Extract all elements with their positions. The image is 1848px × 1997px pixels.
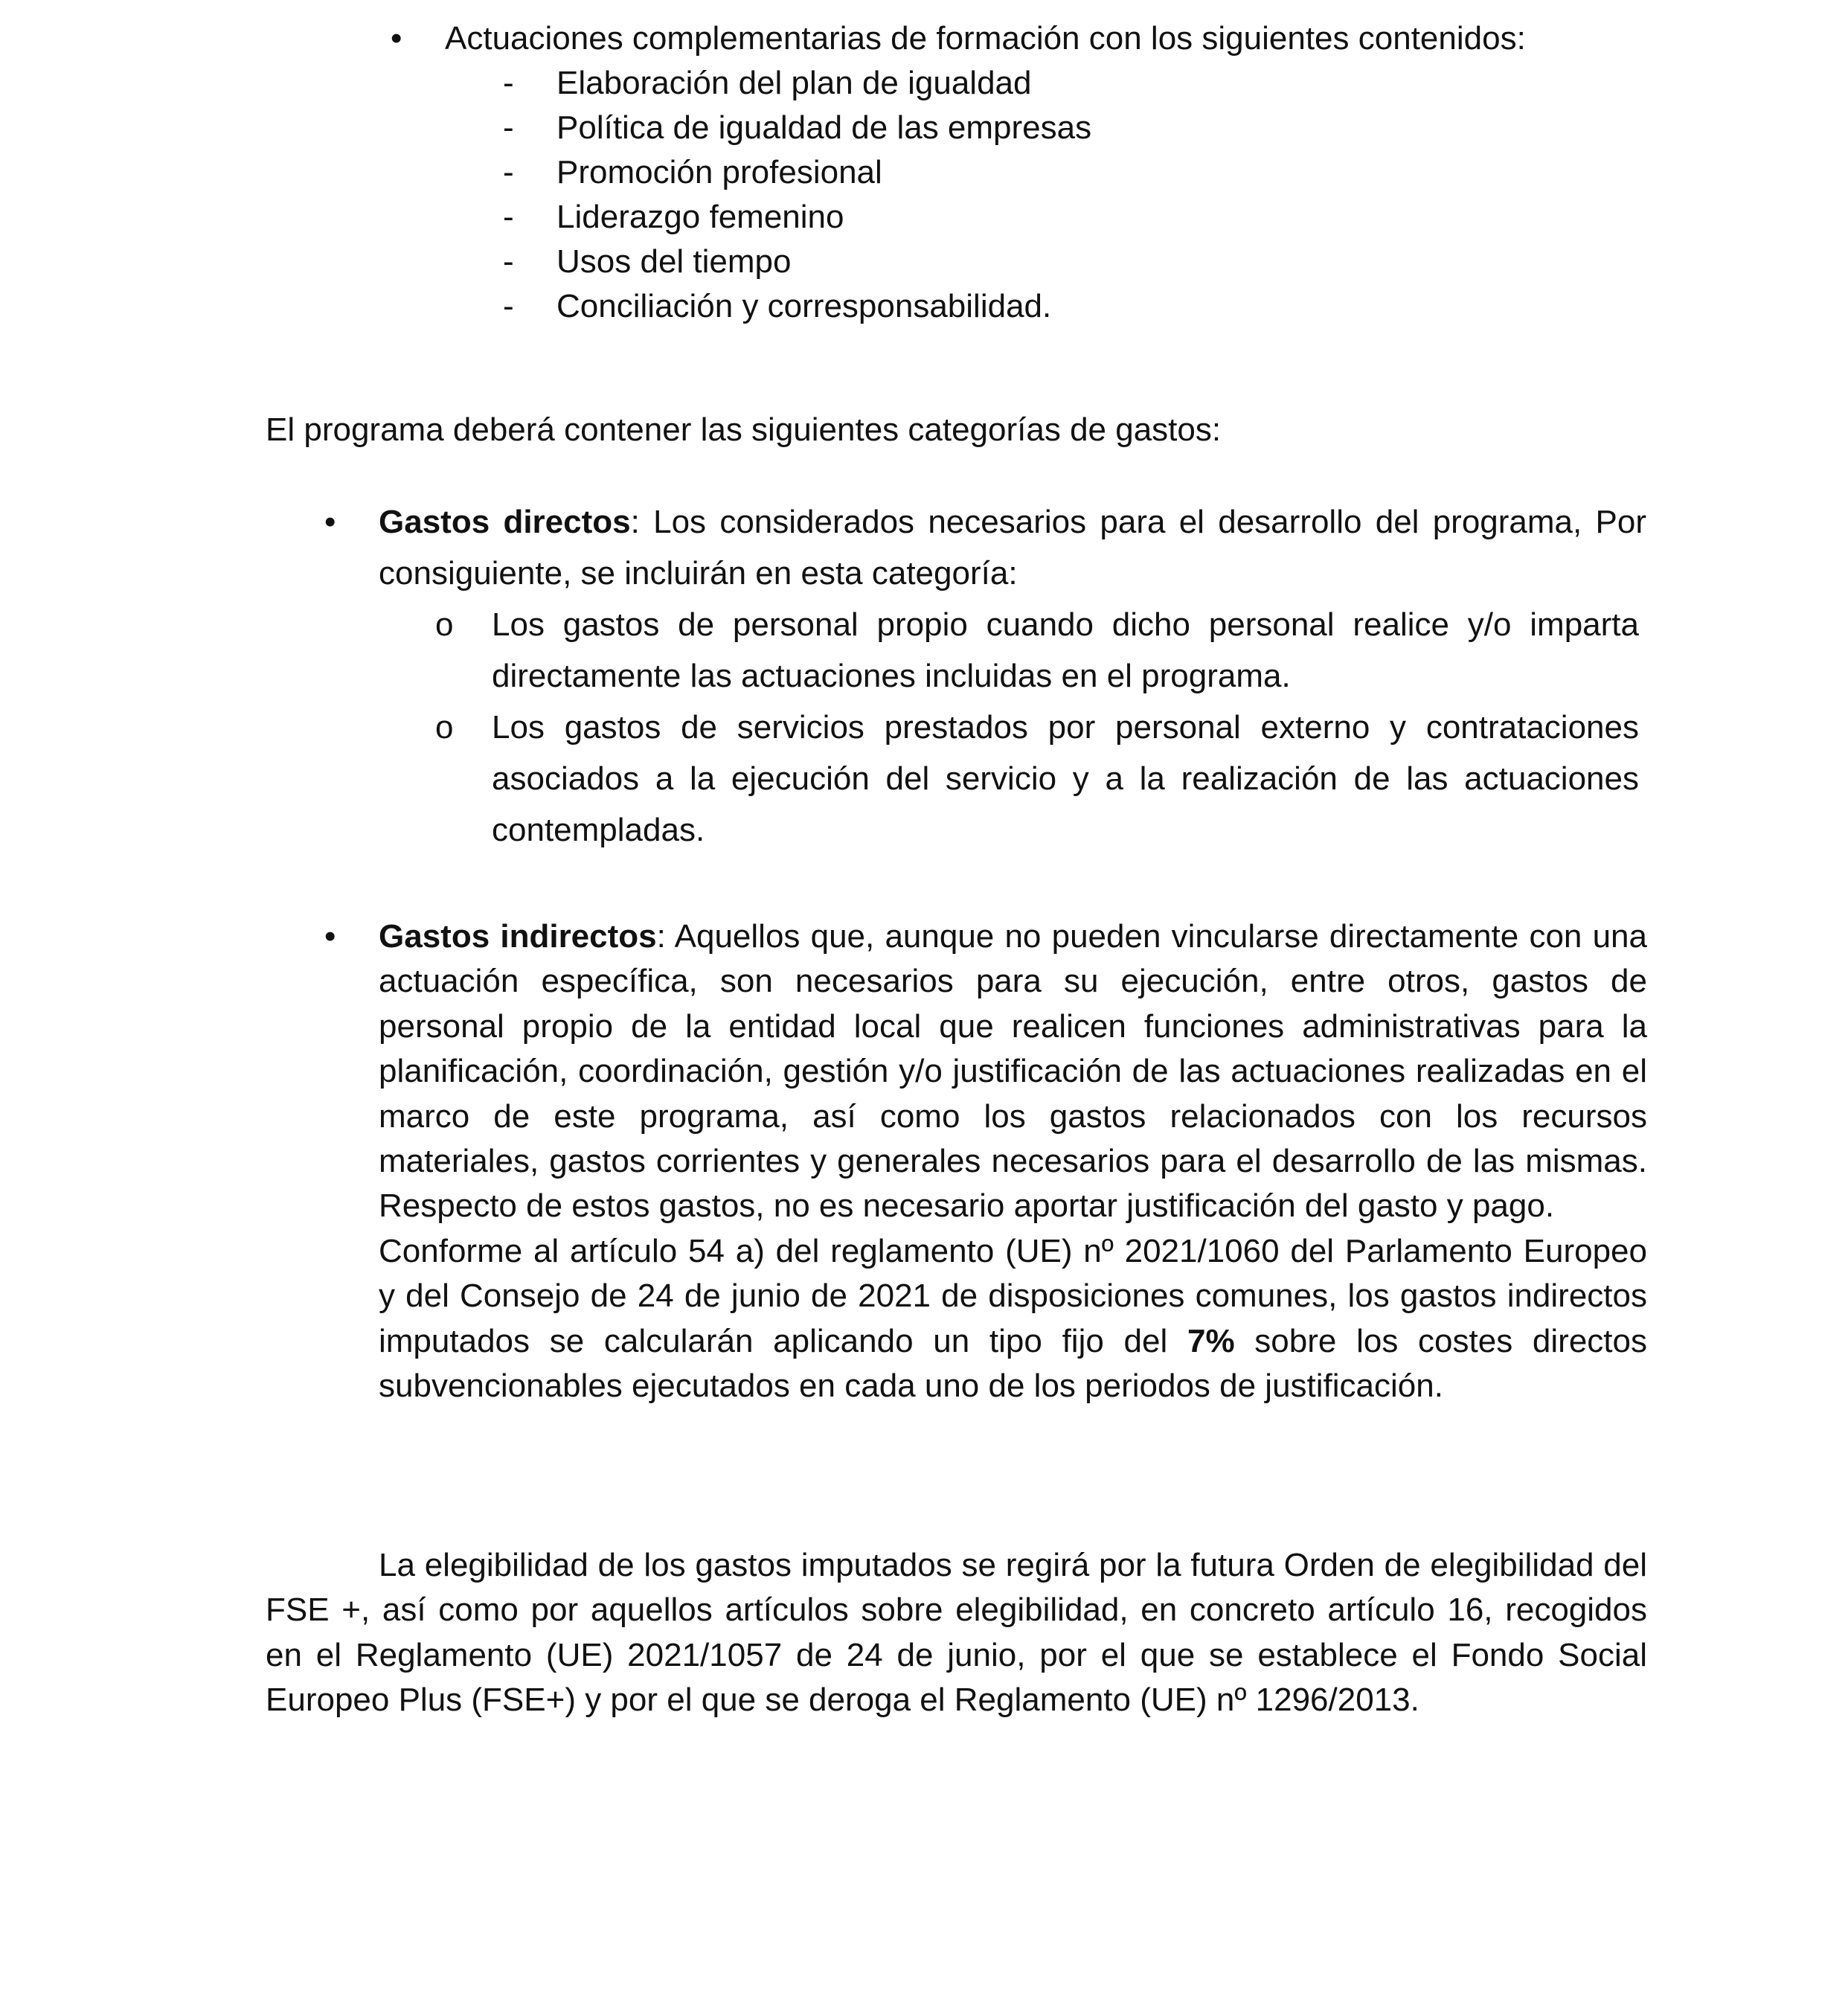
sub-item: Los gastos de personal propio cuando dicho personal realice y/o imparta directamente las actuaciones incluidas en el programa. [492,606,1639,694]
elegibilidad-paragraph: La elegibilidad de los gastos imputados se regirá por la futura Orden de elegibilidad del FSE +, así como por aquellos artículos sobre elegibilidad, en concreto artículo 16, recogidos en el Reglamento (UE) 2021/1057 de 24 de junio, por el que se establece el Fondo Social Europeo Plus (FSE+) y por el que se deroga el Reglamento (UE) nº 1296/2013. [266,1547,1647,1719]
sub-item: Los gastos de servicios prestados por personal externo y contrataciones asociados a la ejecución del servicio y a la realización de las actuaciones contempladas. [492,709,1639,848]
dash-icon: - [503,109,514,146]
dash-icon: - [503,154,514,190]
circle-bullet-icon: o [435,606,454,643]
list-item: Usos del tiempo [556,243,792,280]
list-item: Conciliación y corresponsabilidad. [556,288,1052,324]
formacion-list [0,16,1848,329]
list-item: Promoción profesional [556,154,882,190]
indirectos-text: : Aquellos que, aunque no pueden vincularse directamente con una actuación específica, son necesarios para su ejecución, entre otros, gastos de personal propio de la entidad local que realicen funciones administrativas para la planificación, coordinación, gestión y/o justificación de las actuaciones realizadas en el marco de este programa, así como los gastos relacionados con los recursos materiales, gastos corrientes y generales necesarios para el desarrollo de las mismas. Respecto de estos gastos, no es necesario aportar justificación del gasto y pago. [379,918,1647,1225]
list-item: Política de igualdad de las empresas [556,109,1092,146]
directos-text: : Los considerados necesarios para el desarrollo del programa, Por consiguiente, se incluirán en esta categoría: [379,504,1646,592]
list-item: Elaboración del plan de igualdad [556,65,1032,101]
dash-icon: - [503,65,514,101]
dash-icon: - [503,288,514,324]
term-directos: Gastos directos [379,504,631,540]
list-item: Liderazgo femenino [556,199,844,235]
bullet-icon: • [391,20,402,57]
bullet-icon: • [324,918,336,955]
list-intro: Actuaciones complementarias de formación con los siguientes contenidos: [445,20,1526,57]
bullet-icon: • [324,504,336,540]
categorias-intro: El programa deberá contener las siguientes categorías de gastos: [266,411,1222,448]
dash-icon: - [503,243,514,280]
gastos-indirectos [0,914,1848,1408]
rate-7: 7% [1187,1322,1235,1359]
indirectos-p2: Conforme al artículo 54 a) del reglamento (UE) nº 2021/1060 del Parlamento Europeo y del Consejo de 24 de junio de 2021 de disposiciones comunes, los gastos indirectos imputados se calcularán aplicando un tipo fijo del 7% sobre los costes directos subvencionables ejecutados en cada uno de los periodos de justificación. [379,1232,1647,1405]
circle-bullet-icon: o [435,709,454,746]
dash-icon: - [503,199,514,235]
term-indirectos: Gastos indirectos [379,918,657,955]
gastos-directos [0,496,1848,856]
